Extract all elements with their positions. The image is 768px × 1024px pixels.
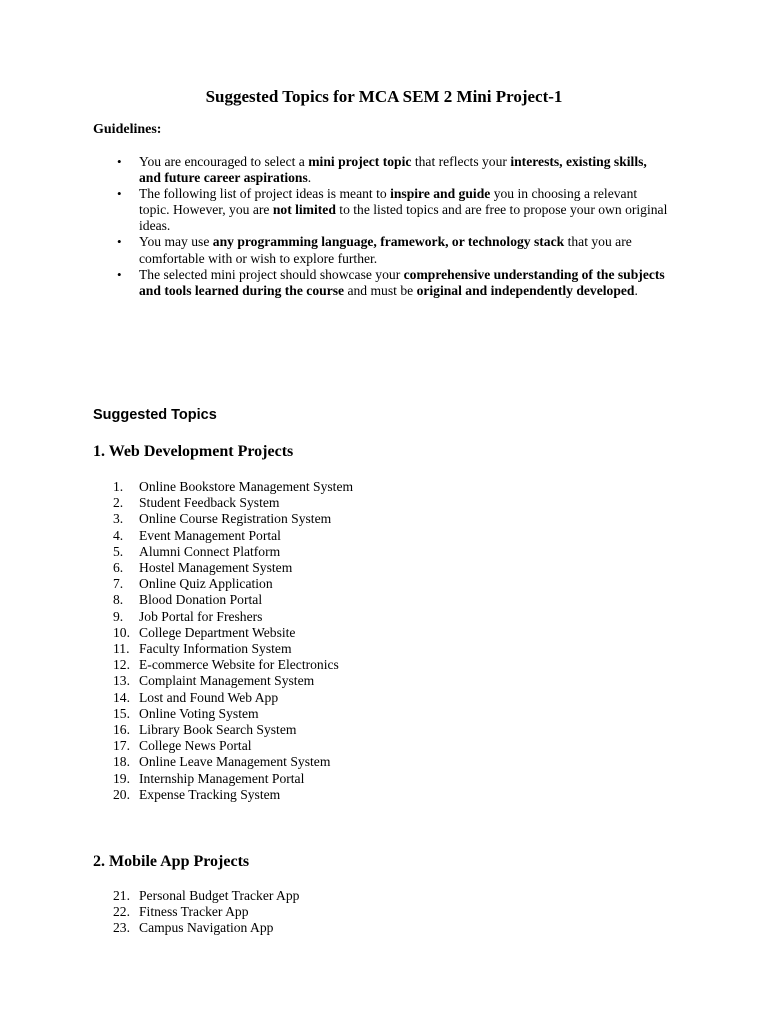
topic-label: Online Leave Management System: [139, 754, 331, 770]
topic-number: 14.: [113, 689, 130, 705]
document-title: Suggested Topics for MCA SEM 2 Mini Project-1: [205, 87, 563, 106]
topic-item: [113, 738, 513, 754]
topic-label: Alumni Connect Platform: [139, 543, 281, 559]
topic-number: 12.: [113, 657, 130, 673]
suggested-topics-heading: Suggested Topics: [93, 407, 217, 423]
guideline-item: [117, 266, 669, 299]
topic-item: [113, 920, 513, 936]
guideline-text: that reflects your: [411, 154, 511, 169]
topic-label: Library Book Search System: [139, 722, 297, 738]
topic-number: 15.: [113, 705, 130, 721]
guideline-emphasis: inspire and guide: [390, 186, 491, 202]
topic-item: [113, 754, 513, 770]
topic-item: [113, 511, 513, 527]
topic-label: Job Portal for Freshers: [139, 608, 263, 624]
topic-label: Online Quiz Application: [139, 576, 273, 592]
topic-label: E-commerce Website for Electronics: [139, 657, 339, 673]
topic-label: Event Management Portal: [139, 527, 281, 543]
topic-number: 10.: [113, 624, 130, 640]
topic-item: [113, 544, 513, 560]
topic-label: College Department Website: [139, 624, 296, 640]
topic-item: [113, 528, 513, 544]
topic-number: 4.: [113, 527, 124, 543]
web-development-heading: 1. Web Development Projects: [93, 443, 294, 460]
topic-number: 1.: [113, 479, 124, 494]
topic-label: Hostel Management System: [139, 560, 293, 576]
topic-item: [113, 641, 513, 657]
topic-item: [113, 787, 513, 803]
topic-label: Internship Management Portal: [139, 770, 305, 786]
topic-number: 18.: [113, 754, 130, 770]
topic-item: [113, 560, 513, 576]
topic-item: [113, 771, 513, 787]
topic-label: Blood Donation Portal: [139, 592, 263, 608]
topic-item: [113, 657, 513, 673]
guideline-text: You may use: [139, 234, 213, 250]
guideline-text: to the listed topics and are free to propose your own original ideas.: [139, 202, 668, 234]
guideline-text: The selected mini project should showcase your: [139, 266, 404, 282]
guideline-text: that you are comfortable with or wish to explore further.: [139, 234, 632, 266]
topic-number: 21.: [113, 888, 130, 903]
guideline-emphasis: any programming language, framework, or technology stack: [212, 234, 565, 250]
bullet-icon: •: [117, 154, 122, 169]
topic-label: Complaint Management System: [139, 673, 315, 689]
topic-item: [113, 479, 513, 495]
topic-number: 19.: [113, 770, 130, 786]
guideline-item: [117, 186, 669, 234]
topic-number: 16.: [113, 722, 130, 738]
topic-label: Online Bookstore Management System: [139, 479, 354, 494]
topic-number: 5.: [113, 543, 124, 559]
guideline-text: and must be: [344, 282, 417, 298]
guideline-emphasis: not limited: [272, 202, 336, 218]
guideline-item: [117, 154, 669, 186]
topic-item: [113, 706, 513, 722]
guideline-text: .: [307, 170, 312, 186]
mobile-app-heading: 2. Mobile App Projects: [93, 853, 250, 870]
guideline-text: .: [634, 282, 638, 298]
topic-label: Online Voting System: [139, 705, 259, 721]
topic-number: 11.: [113, 641, 130, 657]
topic-label: College News Portal: [139, 738, 252, 754]
bullet-icon: •: [117, 186, 122, 202]
topic-item: [113, 888, 513, 904]
guideline-text: The following list of project ideas is meant to: [139, 186, 391, 202]
topic-number: 2.: [113, 495, 124, 511]
web-development-topic-list: [113, 479, 513, 803]
topic-item: [113, 609, 513, 625]
topic-number: 23.: [113, 920, 130, 936]
topic-item: [113, 592, 513, 608]
topic-label: Expense Tracking System: [139, 786, 281, 802]
topic-item: [113, 495, 513, 511]
topic-number: 9.: [113, 608, 124, 624]
topic-label: Student Feedback System: [139, 495, 280, 511]
guideline-text: you in choosing a relevant topic. However, you are: [139, 186, 638, 218]
topic-number: 6.: [113, 560, 124, 576]
topic-label: Faculty Information System: [139, 641, 292, 657]
guideline-emphasis: original and independently developed: [416, 282, 635, 298]
topic-label: Personal Budget Tracker App: [139, 888, 300, 903]
guideline-text: You are encouraged to select a: [139, 154, 309, 169]
bullet-icon: •: [117, 266, 122, 282]
topic-number: 3.: [113, 511, 124, 527]
topic-number: 22.: [113, 904, 130, 920]
topic-number: 8.: [113, 592, 124, 608]
bullet-icon: •: [117, 234, 122, 250]
topic-number: 20.: [113, 786, 130, 802]
topic-number: 7.: [113, 576, 124, 592]
guidelines-label: Guidelines:: [93, 122, 162, 137]
topic-item: [113, 722, 513, 738]
topic-item: [113, 576, 513, 592]
guideline-emphasis: interests, existing skills, and future career aspirations: [139, 154, 647, 186]
guideline-item: [117, 234, 669, 266]
topic-item: [113, 690, 513, 706]
topic-label: Campus Navigation App: [139, 920, 274, 936]
topic-label: Online Course Registration System: [139, 511, 332, 527]
mobile-app-topic-list: [113, 888, 513, 937]
topic-label: Fitness Tracker App: [139, 904, 249, 920]
topic-number: 17.: [113, 738, 130, 754]
guidelines-list: [117, 154, 669, 299]
guideline-emphasis: comprehensive understanding of the subjects and tools learned during the course: [139, 266, 665, 298]
topic-number: 13.: [113, 673, 130, 689]
topic-label: Lost and Found Web App: [139, 689, 279, 705]
topic-item: [113, 625, 513, 641]
guideline-emphasis: mini project topic: [308, 154, 412, 169]
topic-item: [113, 904, 513, 920]
topic-item: [113, 673, 513, 689]
